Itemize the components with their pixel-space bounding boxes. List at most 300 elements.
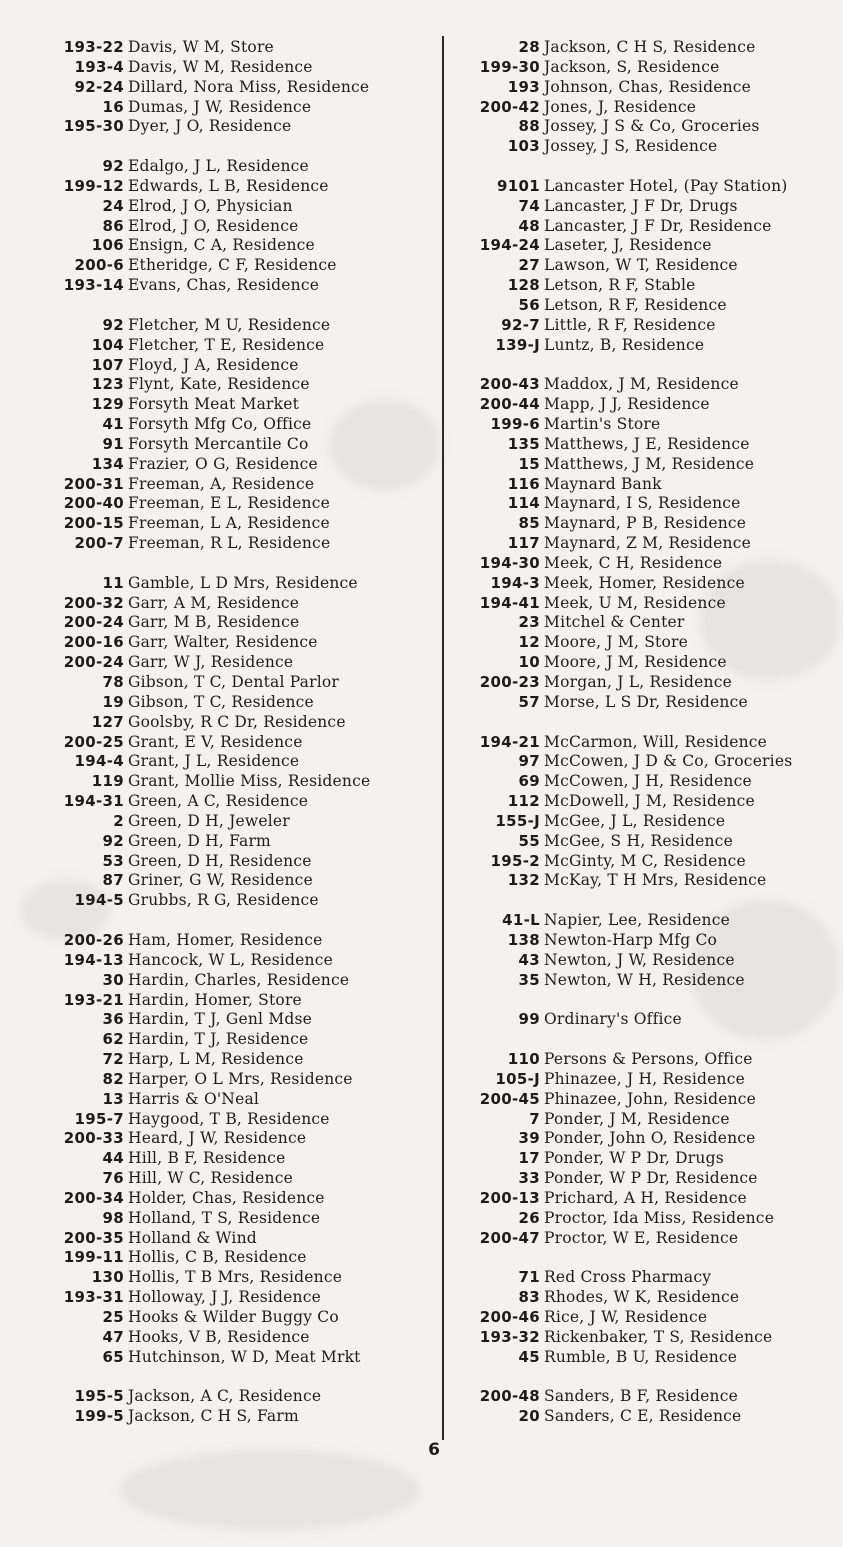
listing-name: Grant, Mollie Miss, Residence [128,772,371,791]
directory-entry [456,812,841,832]
listing-name: Mapp, J J, Residence [544,395,710,414]
listing-name: Rickenbaker, T S, Residence [544,1327,773,1346]
listing-name: Hardin, Homer, Store [128,990,302,1009]
phone-number: 112 [507,792,540,811]
listing-name: Garr, Walter, Residence [128,633,318,652]
listing-name: Green, D H, Jeweler [128,811,290,830]
phone-number: 200-26 [63,930,124,949]
phone-number: 139-J [495,335,540,354]
directory-entry [456,1070,841,1090]
listing-name: Hill, W C, Residence [128,1169,293,1188]
directory-entry [40,752,430,772]
directory-entry [456,415,841,435]
directory-entry [40,1050,430,1070]
directory-entry [40,455,430,475]
listing-name: Floyd, J A, Residence [128,355,299,374]
directory-entry [456,296,841,316]
listing-name: Edalgo, J L, Residence [128,157,309,176]
phone-number: 200-35 [63,1228,124,1247]
listing-name: Gibson, T C, Residence [128,692,314,711]
phone-number: 62 [102,1030,124,1049]
listing-name: McCarmon, Will, Residence [544,732,767,751]
listing-name: Hill, B F, Residence [128,1149,286,1168]
directory-entry [40,415,430,435]
listing-name: Letson, R F, Stable [544,276,696,295]
listing-name: McGee, S H, Residence [544,831,733,850]
phone-number: 199-30 [479,57,540,76]
phone-number: 200-46 [479,1308,540,1326]
phone-number: 114 [507,494,540,513]
phone-number: 200-15 [63,514,124,533]
listing-name: Red Cross Pharmacy [544,1268,712,1287]
phone-number: 10 [518,653,540,672]
listing-name: Proctor, Ida Miss, Residence [544,1208,775,1227]
phone-number: 194-3 [490,573,540,592]
directory-entry [456,78,841,98]
directory-entry [40,395,430,415]
listing-name: Green, D H, Farm [128,831,271,850]
listing-name: Maynard, I S, Residence [544,494,741,513]
phone-number: 200-48 [479,1387,540,1406]
phone-number: 99 [518,1010,540,1029]
directory-entry [456,772,841,792]
directory-entry [40,475,430,495]
directory-entry [40,1387,430,1407]
phone-number: 193-21 [63,990,124,1009]
phone-number: 88 [518,117,540,136]
page-number: 6 [428,1440,440,1460]
directory-entry [456,832,841,852]
directory-entry [40,653,430,673]
directory-entry [40,574,430,594]
listing-name: Ponder, W P Dr, Drugs [544,1149,724,1168]
listing-name: Moore, J M, Store [544,633,688,652]
directory-entry [40,1209,430,1229]
listing-name: Lawson, W T, Residence [544,256,738,275]
directory-entry [40,316,430,336]
listing-name: Grant, J L, Residence [128,752,300,771]
directory-entry [456,236,841,256]
listing-name: Evans, Chas, Residence [128,276,320,295]
directory-entry [40,78,430,98]
listing-name: Rumble, B U, Residence [544,1347,738,1366]
phone-number: 200-23 [479,673,540,691]
listing-name: Matthews, J M, Residence [544,454,755,473]
listing-name: Persons & Persons, Office [544,1050,753,1069]
directory-entry [456,931,841,951]
phone-number: 86 [102,216,124,235]
phone-number: 56 [518,295,540,314]
phone-number: 199-11 [63,1248,124,1267]
directory-entry [40,375,430,395]
directory-entry [456,733,841,753]
phone-number: 85 [518,514,540,533]
directory-entry [40,891,430,911]
listing-name: Moore, J M, Residence [544,653,727,672]
directory-entry [40,673,430,693]
directory-entry [456,1387,841,1407]
listing-name: Harper, O L Mrs, Residence [128,1069,353,1088]
phone-number: 9101 [497,176,540,195]
listing-name: Dillard, Nora Miss, Residence [128,77,370,96]
directory-entry [456,633,841,653]
listing-name: Edwards, L B, Residence [128,176,329,195]
directory-entry [456,38,841,58]
listing-name: Haygood, T B, Residence [128,1109,330,1128]
listing-name: Hardin, T J, Genl Mdse [128,1010,313,1029]
listing-name: Jones, J, Residence [544,97,697,116]
directory-entry [40,1149,430,1169]
phone-number: 44 [102,1149,124,1168]
directory-entry [456,1169,841,1189]
directory-entry [456,871,841,891]
directory-entry [456,574,841,594]
phone-number: 116 [507,474,540,493]
listing-name: Hollis, T B Mrs, Residence [128,1268,343,1287]
phone-number: 134 [91,454,124,473]
listing-name: Rhodes, W K, Residence [544,1288,740,1307]
phone-number: 194-41 [479,593,540,612]
listing-name: Ham, Homer, Residence [128,930,323,949]
column-divider [442,36,444,1440]
listing-name: Sanders, B F, Residence [544,1387,738,1406]
listing-name: Davis, W M, Store [128,38,274,56]
phone-number: 200-16 [63,633,124,652]
phone-number: 27 [518,256,540,275]
phone-number: 199-6 [490,415,540,434]
listing-name: Hancock, W L, Residence [128,950,333,969]
group-spacer [456,1368,841,1388]
phone-number: 65 [102,1347,124,1366]
phone-number: 200-25 [63,732,124,751]
phone-number: 12 [518,633,540,652]
listing-name: Phinazee, John, Residence [544,1089,757,1108]
directory-entry [40,534,430,554]
phone-number: 26 [518,1208,540,1227]
listing-name: Jackson, C H S, Residence [544,38,756,56]
phone-number: 83 [518,1288,540,1307]
phone-number: 130 [91,1268,124,1287]
phone-number: 39 [518,1129,540,1148]
directory-entry [40,236,430,256]
phone-number: 200-40 [63,494,124,513]
listing-name: Harp, L M, Residence [128,1050,304,1069]
listing-name: Garr, M B, Residence [128,613,300,632]
listing-name: Jossey, J S & Co, Groceries [544,117,760,136]
group-spacer [456,1030,841,1050]
listing-name: Etheridge, C F, Residence [128,256,337,275]
listing-name: Green, D H, Residence [128,851,312,870]
phone-number: 45 [518,1347,540,1366]
directory-entry [40,693,430,713]
phone-number: 194-31 [63,792,124,811]
directory-entry [40,1030,430,1050]
listing-name: Forsyth Mercantile Co [128,434,309,453]
listing-name: Garr, W J, Residence [128,653,294,672]
phone-number: 194-5 [74,891,124,910]
listing-name: Maynard, P B, Residence [544,514,747,533]
listing-name: Freeman, A, Residence [128,474,315,493]
phone-number: 194-21 [479,732,540,751]
directory-entry [40,1328,430,1348]
phone-number: 193-32 [479,1327,540,1346]
directory-entry [456,534,841,554]
group-spacer [456,1248,841,1268]
phone-number: 103 [507,137,540,156]
phone-number: 92-24 [74,77,124,96]
listing-name: Garr, A M, Residence [128,593,300,612]
phone-number: 92 [102,315,124,334]
listing-name: Matthews, J E, Residence [544,434,750,453]
listing-name: Elrod, J O, Physician [128,196,293,215]
right-column [456,38,841,1427]
listing-name: Proctor, W E, Residence [544,1228,739,1247]
directory-entry [456,375,841,395]
left-column [40,38,430,1427]
listing-name: McGee, J L, Residence [544,811,726,830]
directory-entry [456,177,841,197]
directory-entry [456,653,841,673]
phone-number: 105-J [495,1069,540,1088]
phone-number: 106 [91,236,124,255]
phone-number: 194-24 [479,236,540,255]
phone-number: 200-44 [479,395,540,414]
group-spacer [456,891,841,911]
phone-number: 132 [507,871,540,890]
directory-entry [40,733,430,753]
phone-number: 200-47 [479,1228,540,1247]
phone-number: 110 [507,1050,540,1069]
listing-name: Dyer, J O, Residence [128,117,292,136]
directory-entry [456,455,841,475]
phone-number: 117 [507,534,540,553]
directory-entry [456,395,841,415]
phone-number: 35 [518,970,540,989]
directory-entry [40,276,430,296]
group-spacer [456,713,841,733]
listing-name: Davis, W M, Residence [128,57,313,76]
directory-entry [456,1407,841,1427]
listing-name: Freeman, L A, Residence [128,514,330,533]
listing-name: Hooks & Wilder Buggy Co [128,1308,339,1326]
listing-name: Goolsby, R C Dr, Residence [128,712,346,731]
phone-number: 195-2 [490,851,540,870]
phone-number: 129 [91,395,124,414]
listing-name: Holland, T S, Residence [128,1208,321,1227]
listing-name: Flynt, Kate, Residence [128,375,310,394]
phone-number: 92 [102,157,124,176]
directory-entry [40,1110,430,1130]
phone-number: 33 [518,1169,540,1188]
listing-name: Johnson, Chas, Residence [544,77,752,96]
directory-entry [456,98,841,118]
directory-entry [40,852,430,872]
listing-name: Freeman, E L, Residence [128,494,330,513]
phone-number: 123 [91,375,124,394]
phone-number: 82 [102,1069,124,1088]
phone-number: 92-7 [501,315,540,334]
directory-entry [40,971,430,991]
listing-name: Heard, J W, Residence [128,1129,307,1148]
directory-entry [456,217,841,237]
phone-number: 200-13 [479,1188,540,1207]
phone-number: 194-13 [63,950,124,969]
listing-name: Morgan, J L, Residence [544,673,732,691]
listing-name: Forsyth Mfg Co, Office [128,415,312,434]
phone-number: 91 [102,434,124,453]
phone-number: 200-32 [63,593,124,612]
listing-name: McCowen, J D & Co, Groceries [544,752,793,771]
group-spacer [40,1368,430,1388]
group-spacer [456,356,841,376]
directory-entry [456,613,841,633]
listing-name: Little, R F, Residence [544,315,716,334]
listing-name: Maddox, J M, Residence [544,375,739,394]
listing-name: Letson, R F, Residence [544,295,727,314]
listing-name: Holloway, J J, Residence [128,1288,321,1307]
listing-name: Mitchel & Center [544,613,685,632]
directory-entry [40,157,430,177]
listing-name: Phinazee, J H, Residence [544,1069,745,1088]
listing-name: Dumas, J W, Residence [128,97,312,116]
phone-number: 57 [518,692,540,711]
phone-number: 55 [518,831,540,850]
phone-number: 15 [518,454,540,473]
listing-name: Ordinary's Office [544,1010,682,1029]
listing-name: Ensign, C A, Residence [128,236,315,255]
directory-entry [456,137,841,157]
listing-name: Newton, J W, Residence [544,950,735,969]
directory-entry [40,1248,430,1268]
directory-entry [456,316,841,336]
listing-name: Newton, W H, Residence [544,970,745,989]
phone-number: 199-5 [74,1407,124,1426]
directory-entry [40,1288,430,1308]
listing-name: Lancaster, J F Dr, Drugs [544,196,738,215]
phone-number: 17 [518,1149,540,1168]
listing-name: Meek, C H, Residence [544,553,723,572]
listing-name: Frazier, O G, Residence [128,454,318,473]
directory-entry [40,197,430,217]
listing-name: Elrod, J O, Residence [128,216,299,235]
phone-number: 119 [91,772,124,791]
phone-number: 25 [102,1308,124,1326]
directory-entry [40,217,430,237]
listing-name: Gibson, T C, Dental Parlor [128,673,340,691]
phone-number: 2 [113,811,124,830]
phone-number: 13 [102,1089,124,1108]
listing-name: Morse, L S Dr, Residence [544,692,748,711]
directory-entry [456,852,841,872]
listing-name: Hollis, C B, Residence [128,1248,307,1267]
phone-number: 69 [518,772,540,791]
phone-number: 193-4 [74,57,124,76]
directory-entry [456,1189,841,1209]
directory-entry [456,1050,841,1070]
phone-number: 193-31 [63,1288,124,1307]
listing-name: McGinty, M C, Residence [544,851,746,870]
phone-number: 200-24 [63,613,124,632]
directory-entry [40,38,430,58]
directory-entry [456,1348,841,1368]
listing-name: Lancaster Hotel, (Pay Station) [544,176,788,195]
listing-name: Jackson, S, Residence [544,57,720,76]
directory-entry [40,991,430,1011]
directory-entry [456,971,841,991]
phone-number: 92 [102,831,124,850]
phone-number: 76 [102,1169,124,1188]
listing-name: Fletcher, T E, Residence [128,335,325,354]
phone-number: 200-6 [74,256,124,275]
listing-name: Holder, Chas, Residence [128,1188,325,1207]
phone-number: 135 [507,434,540,453]
directory-entry [456,693,841,713]
directory-entry [40,435,430,455]
directory-entry [40,931,430,951]
listing-name: Ponder, W P Dr, Residence [544,1169,758,1188]
directory-entry [40,1189,430,1209]
phone-number: 155-J [495,811,540,830]
phone-number: 128 [507,276,540,295]
phone-number: 193-14 [63,276,124,295]
phone-number: 200-7 [74,534,124,553]
directory-entry [456,475,841,495]
directory-entry [456,1090,841,1110]
directory-entry [40,1010,430,1030]
listing-name: Hardin, T J, Residence [128,1030,309,1049]
listing-name: Gamble, L D Mrs, Residence [128,573,358,592]
directory-entry [40,1348,430,1368]
directory-entry [40,713,430,733]
listing-name: Maynard, Z M, Residence [544,534,751,553]
directory-entry [456,1288,841,1308]
phone-number: 71 [518,1268,540,1287]
phone-number: 104 [91,335,124,354]
directory-entry [40,1129,430,1149]
phone-number: 47 [102,1327,124,1346]
directory-entry [40,494,430,514]
directory-entry [40,633,430,653]
phone-number: 53 [102,851,124,870]
phone-number: 107 [91,355,124,374]
listing-name: Laseter, J, Residence [544,236,712,255]
directory-entry [456,1149,841,1169]
directory-entry [40,1229,430,1249]
phone-number: 43 [518,950,540,969]
listing-name: McCowen, J H, Residence [544,772,752,791]
listing-name: Maynard Bank [544,474,662,493]
phone-number: 194-30 [479,553,540,572]
listing-name: Meek, U M, Residence [544,593,726,612]
phone-number: 16 [102,97,124,116]
directory-entry [456,197,841,217]
listing-name: Hutchinson, W D, Meat Mrkt [128,1347,361,1366]
listing-name: Jackson, A C, Residence [128,1387,322,1406]
phone-number: 194-4 [74,752,124,771]
phone-number: 28 [518,38,540,56]
directory-entry [40,613,430,633]
listing-name: McKay, T H Mrs, Residence [544,871,767,890]
listing-name: Holland & Wind [128,1228,257,1247]
listing-name: Grant, E V, Residence [128,732,303,751]
directory-entry [40,514,430,534]
directory-entry [40,356,430,376]
directory-entry [40,1070,430,1090]
phone-number: 11 [102,573,124,592]
listing-name: Meek, Homer, Residence [544,573,745,592]
listing-name: Napier, Lee, Residence [544,911,730,930]
phone-number: 195-5 [74,1387,124,1406]
